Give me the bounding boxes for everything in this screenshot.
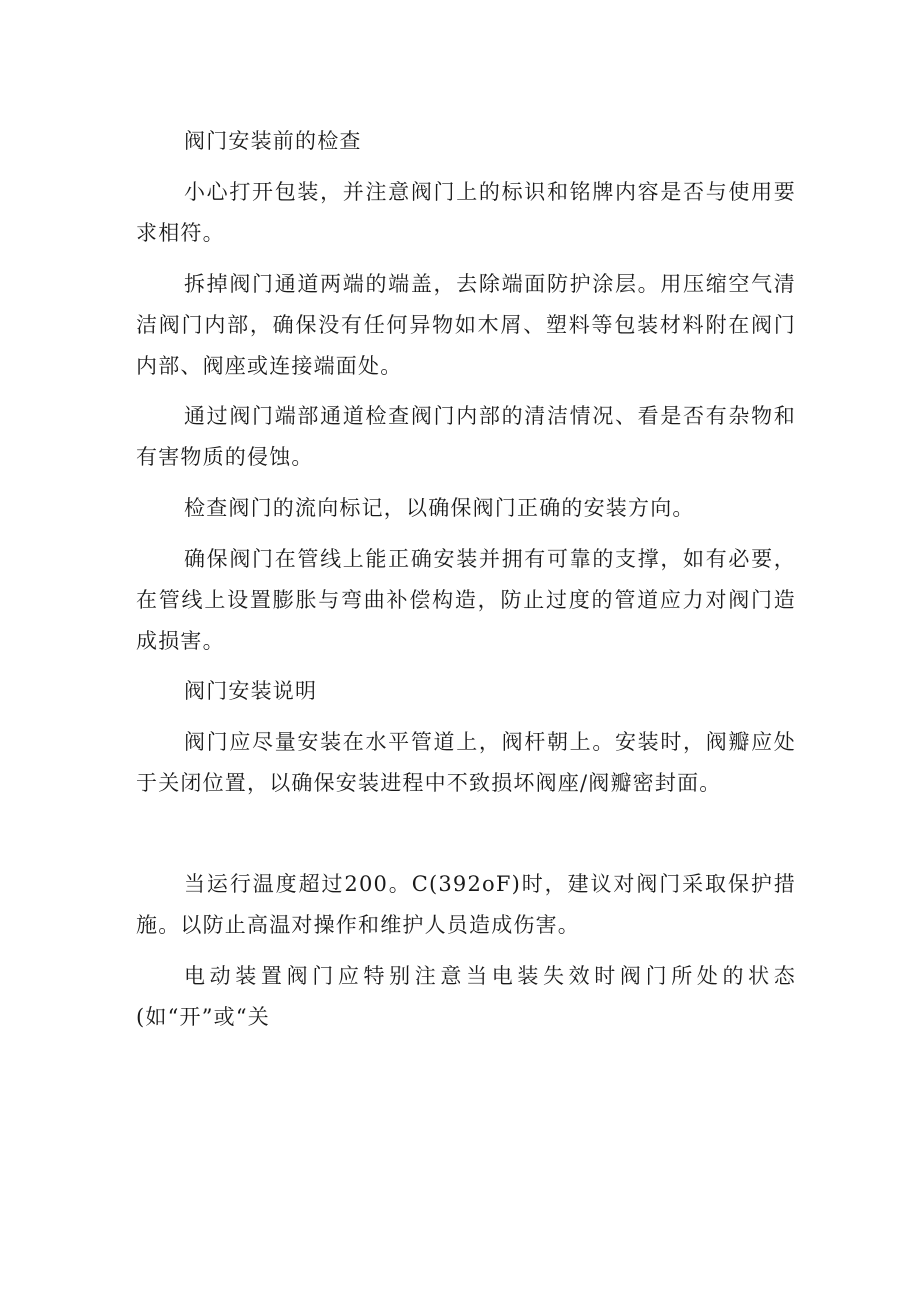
paragraph-unpack: 小心打开包装，并注意阀门上的标识和铭牌内容是否与使用要求相符。 (136, 180, 796, 245)
section-heading-install-instructions: 阀门安装说明 (184, 679, 318, 703)
paragraph-support: 确保阀门在管线上能正确安装并拥有可靠的支撑，如有必要，在管线上设置膨胀与弯曲补偿构造，防止过度的管道应力对阀门造成损害。 (136, 547, 796, 653)
paragraph-install-position: 阀门应尽量安装在水平管道上，阀杆朝上。安装时，阀瓣应处于关闭位置，以确保安装进程中不致损坏阀座/阀瓣密封面。 (136, 730, 796, 795)
paragraph-check-passage: 通过阀门端部通道检查阀门内部的清洁情况、看是否有杂物和有害物质的侵蚀。 (136, 404, 796, 469)
paragraph-flow-direction: 检查阀门的流向标记，以确保阀门正确的安装方向。 (184, 496, 695, 520)
paragraph-electric-actuator: 电动装置阀门应特别注意当电装失效时阀门所处的状态(如“开”或“关 (136, 964, 796, 1029)
paragraph-high-temperature: 当运行温度超过200。C(392oF)时，建议对阀门采取保护措施。以防止高温对操作和维护人员造成伤害。 (136, 872, 796, 937)
section-heading-pre-install-check: 阀门安装前的检查 (184, 129, 362, 153)
paragraph-clean-interior: 拆掉阀门通道两端的端盖，去除端面防护涂层。用压缩空气清洁阀门内部，确保没有任何异物如木屑、塑料等包装材料附在阀门内部、阀座或连接端面处。 (136, 272, 796, 378)
